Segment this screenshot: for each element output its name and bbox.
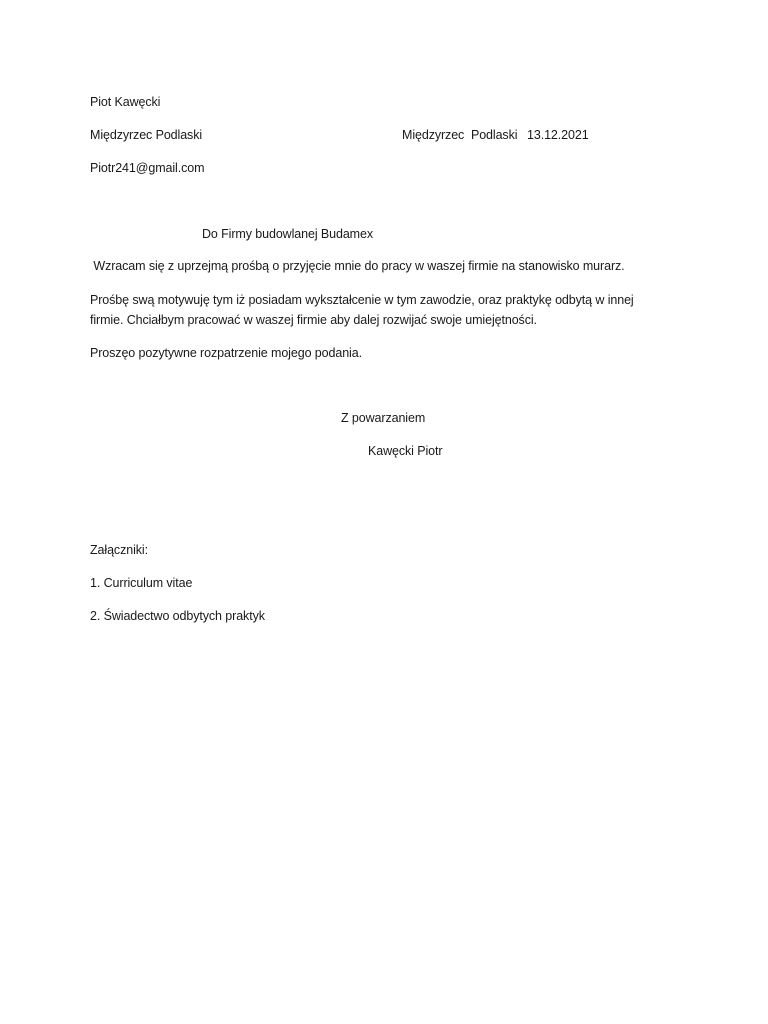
attachment-item: 2. Świadectwo odbytych praktyk: [90, 609, 265, 623]
letter-date: 13.12.2021: [527, 128, 589, 142]
sender-city: Międzyrzec Podlaski: [90, 128, 203, 142]
sender-email: Piotr241@gmail.com: [90, 161, 205, 175]
recipient: Do Firmy budowlanej Budamex: [202, 227, 373, 241]
body-paragraph-1: Wzracam się z uprzejmą prośbą o przyjęcie mnie do pracy w waszej firmie na stanowisko murarz.: [90, 259, 625, 273]
sender-name: Piot Kawęcki: [90, 95, 161, 109]
body-paragraph-2-line-1: Prośbę swą motywuję tym iż posiadam wykształcenie w tym zawodzie, oraz praktykę odbytą w innej: [90, 293, 634, 307]
closing-signature: Kawęcki Piotr: [368, 444, 443, 458]
attachments-heading: Załączniki:: [90, 543, 148, 557]
body-paragraph-3: Proszęo pozytywne rozpatrzenie mojego podania.: [90, 346, 362, 360]
attachment-item: 1. Curriculum vitae: [90, 576, 193, 590]
closing-greeting: Z powarzaniem: [341, 411, 426, 425]
body-paragraph-2-line-2: firmie. Chciałbym pracować w waszej firmie aby dalej rozwijać swoje umiejętności.: [90, 313, 537, 327]
letter-place: Międzyrzec Podlaski: [402, 128, 518, 142]
